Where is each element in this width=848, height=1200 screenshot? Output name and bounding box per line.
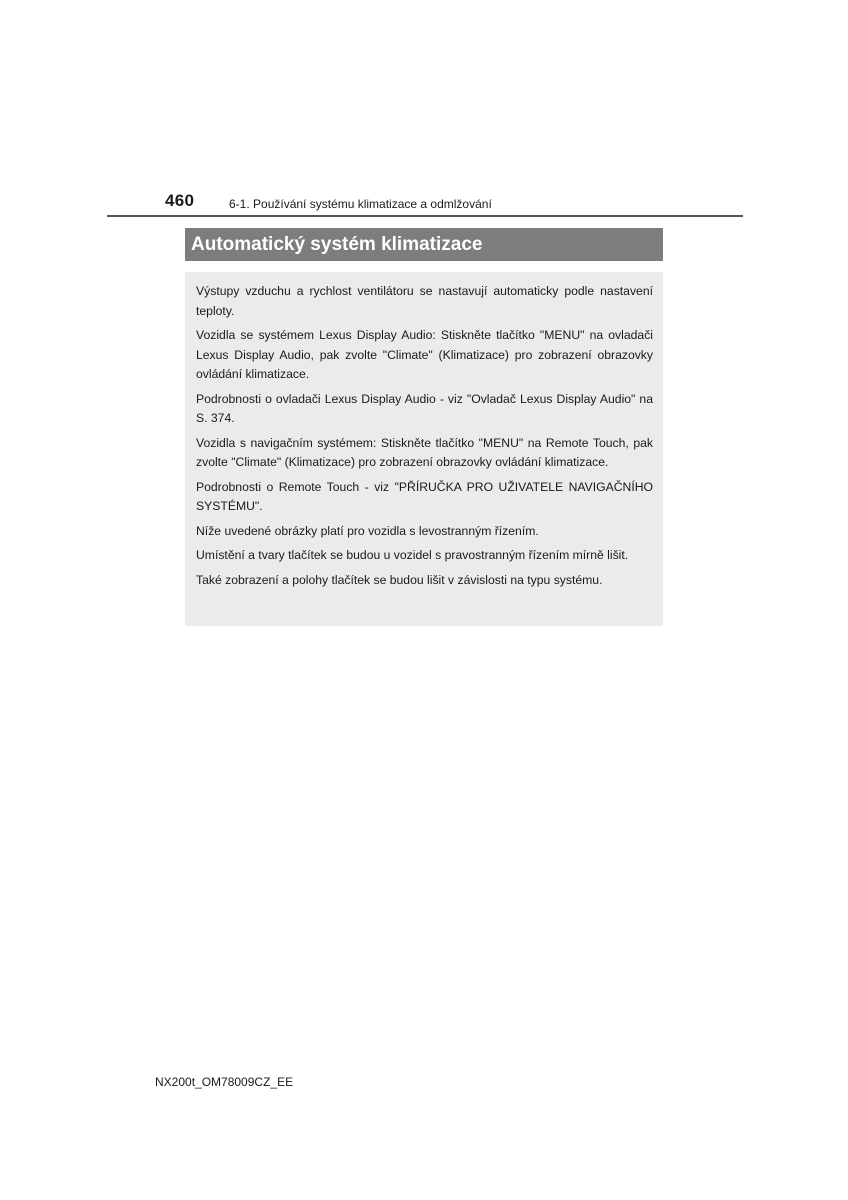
- info-paragraph: Podrobnosti o Remote Touch - viz "PŘÍRUČKA PRO UŽIVATELE NAVIGAČNÍHO SYSTÉMU".: [196, 479, 653, 513]
- document-code: NX200t_OM78009CZ_EE: [155, 1075, 294, 1089]
- header-divider: [107, 215, 743, 217]
- section-heading: Automatický systém klimatizace: [185, 228, 663, 261]
- info-paragraph: Umístění a tvary tlačítek se budou u vozidel s pravostranným řízením mírně lišit.: [196, 548, 629, 562]
- page-number: 460: [165, 191, 195, 210]
- chapter-title: 6-1. Používání systému klimatizace a odmlžování: [229, 197, 492, 211]
- info-paragraph: Níže uvedené obrázky platí pro vozidla s levostranným řízením.: [196, 523, 539, 538]
- info-box: [185, 272, 663, 626]
- info-paragraph: Vozidla s navigačním systémem: Stiskněte tlačítko "MENU" na Remote Touch, pak zvolte "Climate" (Klimatizace) pro zobrazení obrazovky ovládání klimatizace.: [196, 435, 653, 469]
- info-paragraph: Výstupy vzduchu a rychlost ventilátoru se nastavují automaticky podle nastavení teploty.: [196, 284, 653, 318]
- info-paragraph: Vozidla se systémem Lexus Display Audio: Stiskněte tlačítko "MENU" na ovladači Lexus Display Audio, pak zvolte "Climate" (Klimatizace) pro zobrazení obrazovky ovládání klimatizace.: [196, 328, 653, 381]
- info-paragraph: Také zobrazení a polohy tlačítek se budou lišit v závislosti na typu systému.: [196, 572, 603, 587]
- info-paragraph: Podrobnosti o ovladači Lexus Display Audio - viz "Ovladač Lexus Display Audio" na S. 374.: [196, 391, 653, 425]
